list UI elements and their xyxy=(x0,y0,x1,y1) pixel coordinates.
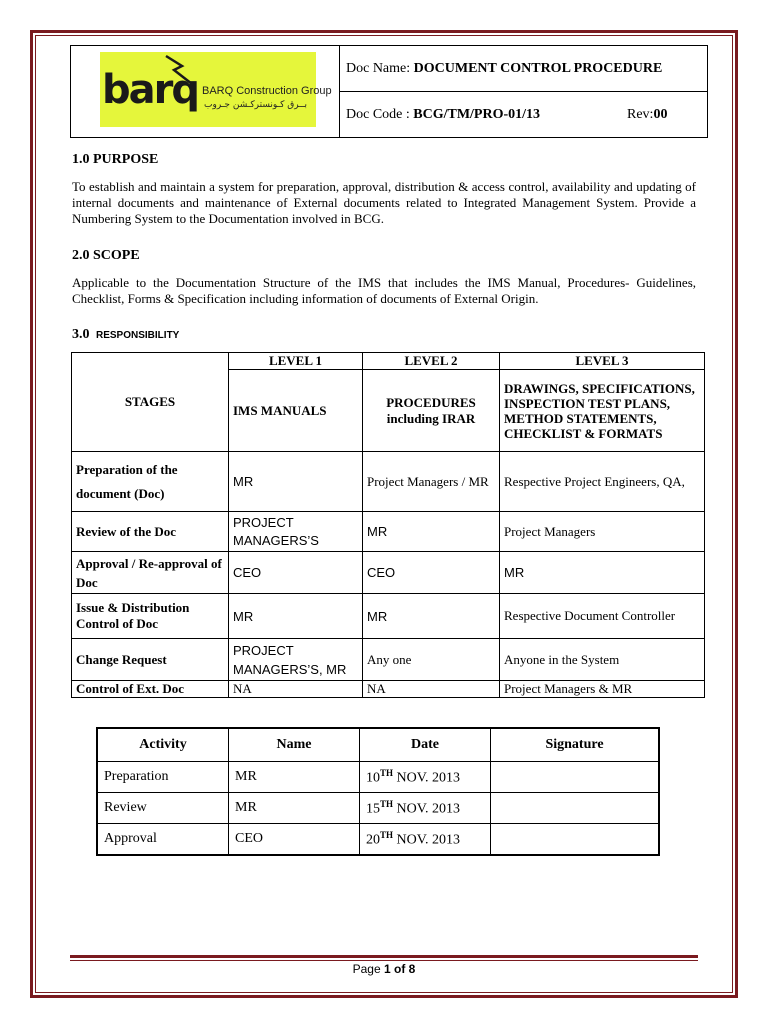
table-row xyxy=(72,452,705,512)
responsibility-number: 3.0 xyxy=(72,327,90,342)
page-number xyxy=(0,962,768,976)
date-day: 20 xyxy=(366,832,380,848)
stage-cell: Review of the Doc xyxy=(72,512,229,552)
date-month: NOV. 2013 xyxy=(393,832,461,848)
signature-header: Signature xyxy=(491,728,660,762)
stage-cell: Preparation of the document (Doc) xyxy=(72,452,229,512)
purpose-text: To establish and maintain a system for preparation, approval, distribution & access control, availability and updating of internal documents and maintenance of External documents related to Integrated Management System. Provide a Numbering System to the Documentation involved in BCG. xyxy=(72,179,696,226)
signature-cell xyxy=(491,762,660,793)
level-3-title: DRAWINGS, SPECIFICATIONS, INSPECTION TEST PLANS, METHOD STATEMENTS, CHECKLIST & FORMATS xyxy=(500,370,705,452)
responsibility-title: RESPONSIBILITY xyxy=(96,330,180,341)
table-row xyxy=(97,793,659,824)
signature-cell xyxy=(491,824,660,856)
page-current: 1 xyxy=(383,962,391,976)
level-2-cell: MR xyxy=(363,512,500,552)
logo-company-english: BARQ Construction Group xyxy=(202,85,332,97)
level-3-cell: MR xyxy=(500,552,705,594)
table-row xyxy=(72,639,705,681)
level-2-cell: CEO xyxy=(363,552,500,594)
activity-cell: Review xyxy=(97,793,229,824)
level-1-header: LEVEL 1 xyxy=(229,353,363,370)
logo-wordmark: barq xyxy=(102,67,198,113)
date-suffix: TH xyxy=(380,798,394,809)
level-3-cell: Respective Project Engineers, QA, xyxy=(500,452,705,512)
responsibility-heading xyxy=(72,327,179,343)
name-cell: CEO xyxy=(229,824,360,856)
date-day: 10 xyxy=(366,770,380,786)
date-month: NOV. 2013 xyxy=(393,770,461,786)
stage-cell: Change Request xyxy=(72,639,229,681)
page-of: of xyxy=(390,962,409,976)
level-2-cell: NA xyxy=(363,681,500,698)
page-prefix: Page xyxy=(352,962,384,976)
doc-name-cell xyxy=(340,46,708,92)
level-1-title: IMS MANUALS xyxy=(229,370,363,452)
rev-label: Rev: xyxy=(627,106,654,122)
date-cell xyxy=(360,762,491,793)
doc-name-label: Doc Name: xyxy=(346,60,411,76)
level-2-cell: Any one xyxy=(363,639,500,681)
date-suffix: TH xyxy=(380,767,394,778)
footer-rule xyxy=(70,955,698,958)
level-3-cell: Project Managers xyxy=(500,512,705,552)
table-row xyxy=(97,824,659,856)
activity-header: Activity xyxy=(97,728,229,762)
company-logo xyxy=(100,52,332,127)
doc-code-cell xyxy=(340,92,622,138)
doc-code: BCG/TM/PRO-01/13 xyxy=(413,106,541,122)
stage-cell: Issue & Distribution Control of Doc xyxy=(72,594,229,639)
level-1-cell: CEO xyxy=(229,552,363,594)
level-2-header: LEVEL 2 xyxy=(363,353,500,370)
date-month: NOV. 2013 xyxy=(393,801,461,817)
scope-heading: 2.0 SCOPE xyxy=(72,248,140,263)
doc-code-label: Doc Code : xyxy=(346,106,410,122)
table-row xyxy=(97,762,659,793)
page-total: 8 xyxy=(408,962,416,976)
level-2-title: PROCEDURES including IRAR xyxy=(363,370,500,452)
date-cell xyxy=(360,793,491,824)
stages-header: STAGES xyxy=(72,353,229,452)
name-cell: MR xyxy=(229,762,360,793)
date-day: 15 xyxy=(366,801,380,817)
stage-cell: Approval / Re-approval of Doc xyxy=(72,552,229,594)
level-3-cell: Respective Document Controller xyxy=(500,594,705,639)
logo-company-arabic: بــرق كـونستركـشن جـروب xyxy=(204,100,308,110)
level-1-cell: MR xyxy=(229,594,363,639)
activity-cell: Preparation xyxy=(97,762,229,793)
scope-text: Applicable to the Documentation Structure of the IMS that includes the IMS Manual, Procedures- Guidelines, Checklist, Forms & Specification including information of documents of External Origin. xyxy=(72,275,696,306)
level-3-cell: Project Managers & MR xyxy=(500,681,705,698)
date-suffix: TH xyxy=(380,829,394,840)
doc-name: DOCUMENT CONTROL PROCEDURE xyxy=(413,60,663,76)
level-1-cell: NA xyxy=(229,681,363,698)
purpose-heading: 1.0 PURPOSE xyxy=(72,152,159,167)
table-row xyxy=(72,594,705,639)
rev-value: 00 xyxy=(653,106,668,122)
activity-cell: Approval xyxy=(97,824,229,856)
table-row xyxy=(72,681,705,698)
level-1-cell: PROJECT MANAGERS’S xyxy=(229,512,363,552)
level-1-cell: PROJECT MANAGERS’S, MR xyxy=(229,639,363,681)
level-1-cell: MR xyxy=(229,452,363,512)
signature-cell xyxy=(491,793,660,824)
level-3-cell: Anyone in the System xyxy=(500,639,705,681)
level-3-header: LEVEL 3 xyxy=(500,353,705,370)
responsibility-table xyxy=(71,352,705,698)
table-row xyxy=(72,552,705,594)
rev-cell xyxy=(621,92,708,138)
table-row xyxy=(72,512,705,552)
name-header: Name xyxy=(229,728,360,762)
stage-cell: Control of Ext. Doc xyxy=(72,681,229,698)
name-cell: MR xyxy=(229,793,360,824)
footer-rule-thin xyxy=(70,960,698,961)
signoff-table xyxy=(96,727,660,856)
date-cell xyxy=(360,824,491,856)
level-2-cell: MR xyxy=(363,594,500,639)
date-header: Date xyxy=(360,728,491,762)
level-2-cell: Project Managers / MR xyxy=(363,452,500,512)
